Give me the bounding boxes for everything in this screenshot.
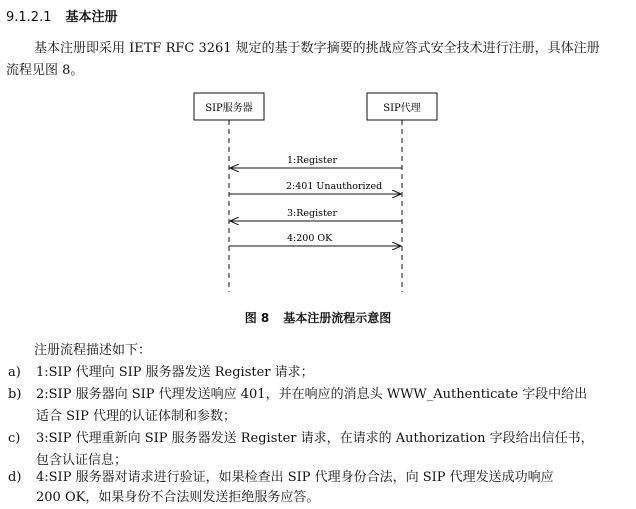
list-text: 4:SIP 服务器对请求进行验证，如果检查出 SIP 代理身份合法，向 SIP 代理发送成功响应 (36, 470, 554, 485)
list-item-c-continuation: 包含认证信息； (36, 453, 128, 468)
sip-server-label: SIP服务器 (205, 103, 253, 114)
message-label-2: 2:401 Unauthorized (286, 181, 383, 192)
section-number: 9.1.2.1 (6, 10, 52, 25)
sip-agent-label: SIP代理 (383, 103, 421, 114)
figure-title: 基本注册流程示意图 (283, 311, 392, 325)
intro-line-2: 流程见图 8。 (6, 63, 84, 78)
figure-number: 图 8 (244, 311, 270, 325)
list-item-a (8, 362, 314, 384)
message-label-1: 1:Register (287, 155, 337, 166)
list-item-d-continuation: 200 OK，如果身份不合法则发送拒绝服务应答。 (36, 490, 320, 505)
list-marker: a) (8, 365, 21, 380)
list-marker: c) (8, 431, 21, 446)
list-item-b-continuation: 适合 SIP 代理的认证体制和参数； (36, 409, 237, 424)
description-intro: 注册流程描述如下： (34, 343, 152, 358)
message-label-3: 3:Register (287, 208, 337, 219)
list-item-c (8, 428, 594, 450)
list-marker: d) (8, 470, 22, 485)
list-text: 1:SIP 代理向 SIP 服务器发送 Register 请求； (36, 365, 314, 380)
list-item-b (8, 384, 587, 406)
list-item-d (8, 467, 554, 489)
list-text: 3:SIP 代理重新向 SIP 服务器发送 Register 请求，在请求的 Authorization 字段给出信任书， (36, 431, 594, 446)
intro-line-1: 基本注册即采用 IETF RFC 3261 规定的基于数字摘要的挑战应答式安全技术进行注册，具体注册 (34, 41, 600, 56)
list-text: 2:SIP 服务器向 SIP 代理发送响应 401，并在响应的消息头 WWW_Authenticate 字段中给出 (36, 387, 588, 402)
list-marker: b) (8, 387, 22, 402)
message-label-4: 4:200 OK (287, 233, 333, 244)
section-title: 基本注册 (65, 10, 118, 25)
figure-caption (0, 309, 636, 326)
